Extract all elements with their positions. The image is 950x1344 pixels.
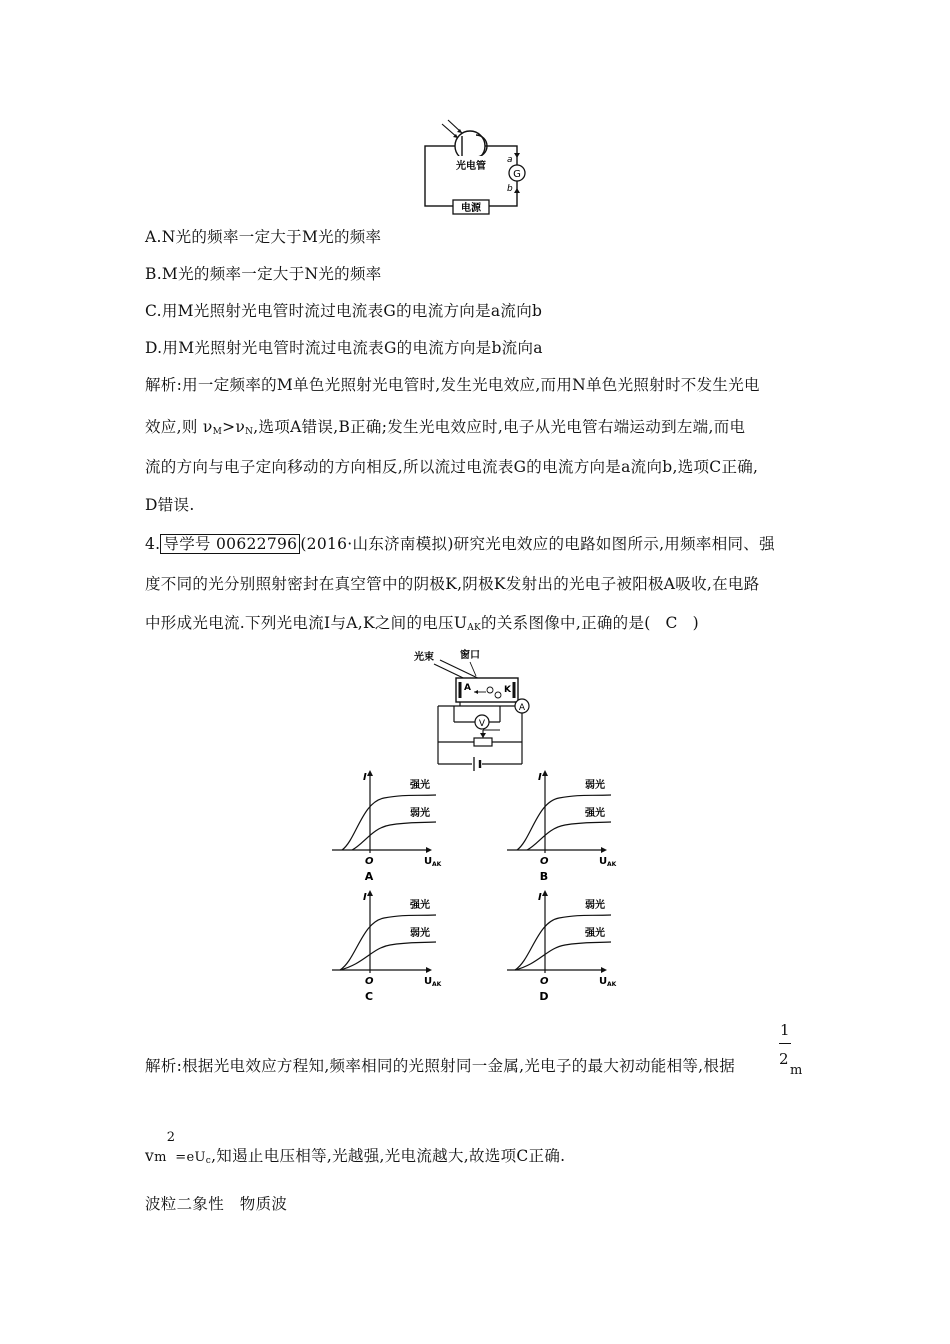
- iu-graph-panel: [325, 765, 630, 1010]
- graph-a-y-arrow: [367, 770, 373, 776]
- graph-a-origin-label: O: [365, 856, 374, 867]
- graph-a-upper-curve-label: 强光: [410, 780, 430, 791]
- graph-d-lower-curve: [515, 942, 611, 970]
- phototube-circuit-svg: [420, 118, 530, 218]
- graph-b-y-arrow: [542, 770, 548, 776]
- graph-a-lower-curve: [352, 822, 436, 850]
- graph-c-x-sublabel: AK: [432, 981, 442, 988]
- analysis-3-line-3: 流的方向与电子定向移动的方向相反,所以流过电流表G的电流方向是a流向b,选项C正确,: [145, 458, 759, 476]
- question-4-line-1: 4. 导学号 00622796 (2016·山东济南模拟)研究光电效应的电路如图所示,用频率相同、强: [145, 535, 775, 553]
- analysis-3-line-1: 解析:用一定频率的M单色光照射光电管时,发生光电效应,而用N单色光照射时不发生光电: [145, 376, 760, 394]
- graph-b-origin-label: O: [540, 856, 549, 867]
- window-label: 窗口: [460, 650, 480, 661]
- graph-c-x-arrow: [426, 967, 432, 973]
- analysis-4-line-2: $vm^2=eU_c$,知遏止电压相等,光越强,光电流越大,故选项C正确.: [145, 1130, 566, 1166]
- mass-symbol: m: [790, 1063, 803, 1078]
- photoelectric-circuit-figure: [410, 646, 540, 771]
- graph-c-x-label: U: [424, 976, 433, 987]
- graph-b-x-label: U: [599, 856, 608, 867]
- graph-b-x-arrow: [601, 847, 607, 853]
- analysis-3-line-2: 效应,则 $\nu_M>\nu_N$,选项A错误,B正确;发生光电效应时,电子从光电管右端运动到左端,而电: [145, 418, 746, 437]
- graph-d-origin-label: O: [540, 976, 549, 987]
- graph-a-x-label: U: [424, 856, 433, 867]
- graph-a-y-label: I: [363, 772, 367, 783]
- graph-c-lower-curve-label: 弱光: [410, 928, 430, 939]
- analysis-4-line-1: 解析:根据光电效应方程知,频率相同的光照射同一金属,光电子的最大初动能相等,根据: [145, 1057, 736, 1075]
- point-b-label: b: [507, 184, 513, 194]
- graph-c-y-label: I: [363, 892, 367, 903]
- graph-c-lower-curve: [340, 942, 436, 970]
- graph-c-y-arrow: [367, 890, 373, 896]
- point-a-label: a: [507, 155, 513, 165]
- graph-d-option-letter: D: [539, 990, 549, 1003]
- graph-d-x-arrow: [601, 967, 607, 973]
- voltmeter-label: V: [478, 719, 486, 729]
- answer-letter: C: [665, 614, 678, 632]
- option-c: C.用M光照射光电管时流过电流表G的电流方向是a流向b: [145, 302, 543, 320]
- fraction-numerator: 1: [780, 1021, 790, 1039]
- graph-d-upper-curve-label: 弱光: [585, 900, 605, 911]
- analysis-3-line-4: D错误.: [145, 496, 195, 514]
- fraction-denominator: 2: [779, 1050, 789, 1068]
- graph-a-lower-curve-label: 弱光: [410, 808, 430, 819]
- graph-d-y-arrow: [542, 890, 548, 896]
- graph-c-option-letter: C: [364, 990, 374, 1003]
- graph-a-option-letter: A: [364, 870, 374, 883]
- iu-graphs-svg: [325, 765, 630, 1010]
- graph-b-lower-curve-label: 强光: [585, 808, 605, 819]
- option-d: D.用M光照射光电管时流过电流表G的电流方向是b流向a: [145, 339, 543, 357]
- tube-label: 光电管: [456, 161, 486, 172]
- anode-label: A: [464, 683, 471, 693]
- question-4-line-3: 中形成光电流.下列光电流I与A,K之间的电压$U_{AK}$的关系图像中,正确的是( C ): [145, 614, 699, 633]
- graph-d-lower-curve-label: 强光: [585, 928, 605, 939]
- beam-label: 光束: [414, 652, 434, 663]
- galvanometer-label: G: [513, 169, 521, 180]
- ammeter-label: A: [518, 703, 526, 713]
- phototube-circuit-figure: [420, 118, 530, 218]
- option-a: A.N光的频率一定大于M光的频率: [145, 228, 382, 246]
- graph-a-x-sublabel: AK: [432, 861, 442, 868]
- graph-d-x-sublabel: AK: [607, 981, 617, 988]
- graph-a-x-arrow: [426, 847, 432, 853]
- graph-c-origin-label: O: [365, 976, 374, 987]
- graph-c-upper-curve-label: 强光: [410, 900, 430, 911]
- graph-b-option-letter: B: [539, 870, 549, 883]
- power-source-label: 电源: [461, 203, 481, 214]
- photoelectric-circuit-svg: [410, 646, 540, 771]
- graph-b-x-sublabel: AK: [607, 861, 617, 868]
- graph-b-upper-curve-label: 弱光: [585, 780, 605, 791]
- fraction-bar: [779, 1043, 791, 1044]
- graph-d-x-label: U: [599, 976, 608, 987]
- cathode-label: K: [504, 685, 511, 695]
- question-4-line-2: 度不同的光分别照射密封在真空管中的阴极K,阴极K发射出的光电子被阳极A吸收,在电路: [145, 575, 760, 593]
- graph-b-lower-curve: [527, 822, 611, 850]
- section-title: 波粒二象性 物质波: [145, 1195, 288, 1213]
- question-tag: 导学号 00622796: [160, 534, 300, 554]
- graph-b-y-label: I: [538, 772, 542, 783]
- option-b: B.M光的频率一定大于N光的频率: [145, 265, 382, 283]
- graph-d-y-label: I: [538, 892, 542, 903]
